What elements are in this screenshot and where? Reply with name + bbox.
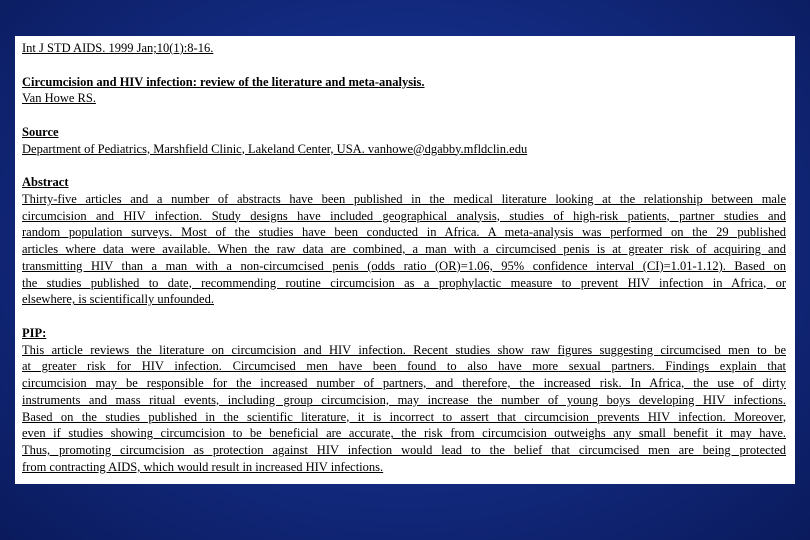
citation-block	[22, 40, 786, 57]
pip-line: Thus, promoting circumcision as protection against HIV infection would lead to the belief that circumcised men are being protected	[22, 443, 786, 457]
abstract-line: transmitting HIV than a man with a non-circumcised penis (odds ratio (OR)=1.06, 95% confidence interval (CI)=1.01-1.12). Based on	[22, 258, 786, 273]
article-title[interactable]: Circumcision and HIV infection: review of the literature and meta-analysis.	[22, 74, 425, 89]
source-text[interactable]: Department of Pediatrics, Marshfield Clinic, Lakeland Center, USA. vanhowe@dgabby.mfldclin.edu	[22, 141, 528, 156]
pip-line: from contracting AIDS, which would result in increased HIV infections.	[22, 459, 384, 474]
pip-heading: PIP:	[22, 325, 47, 340]
pip-line: instruments and mass ritual events, including group circumcision, may increase the number of young boys developing HIV infections.	[22, 392, 786, 407]
pip-line: circumcision may be responsible for the increased number of partners, and therefore, the increased risk. In Africa, the use of dirty	[22, 376, 786, 390]
pip-text	[22, 342, 786, 476]
abstract-panel	[15, 36, 795, 484]
abstract-heading: Abstract	[22, 175, 69, 189]
title-block	[22, 74, 786, 108]
pip-line: at greater risk for HIV infection. Circumcised men have been found to also have more sexual partners. Findings explain that	[22, 359, 786, 374]
source-heading: Source	[22, 124, 59, 139]
abstract-line: random population surveys. Most of the studies have been conducted in Africa. A meta-analysis was performed on the 29 published	[22, 225, 786, 240]
pip-line: Based on the studies published in the scientific literature, it is incorrect to assert that circumcision prevents HIV infection. Moreover,	[22, 409, 786, 424]
abstract-block	[22, 174, 786, 308]
abstract-line: Thirty-five articles and a number of abstracts have been published in the medical literature looking at the relationship between male	[22, 191, 786, 206]
abstract-line: circumcision and HIV infection. Study designs have included geographical analysis, studies of high-risk patients, partner studies and	[22, 208, 786, 223]
pip-line: even if studies showing circumcision to be beneficial are accurate, the risk from circumcision outweighs any small benefit it may have.	[22, 426, 786, 441]
pip-line: This article reviews the literature on circumcision and HIV infection. Recent studies show raw figures suggesting circumcised men to be	[22, 342, 786, 357]
pip-block	[22, 325, 786, 476]
abstract-line: articles where data were available. When the raw data are combined, a man with a circumcised penis is at greater risk of acquiring and	[22, 242, 786, 256]
abstract-line: elsewhere, is scientifically unfounded.	[22, 292, 214, 307]
citation[interactable]: Int J STD AIDS. 1999 Jan;10(1):8-16.	[22, 41, 214, 55]
author[interactable]: Van Howe RS.	[22, 91, 96, 106]
abstract-text	[22, 191, 786, 308]
abstract-line: the studies published to date, recommending routine circumcision as a prophylactic measure to prevent HIV infection in Africa, or	[22, 275, 786, 290]
source-block	[22, 124, 786, 158]
